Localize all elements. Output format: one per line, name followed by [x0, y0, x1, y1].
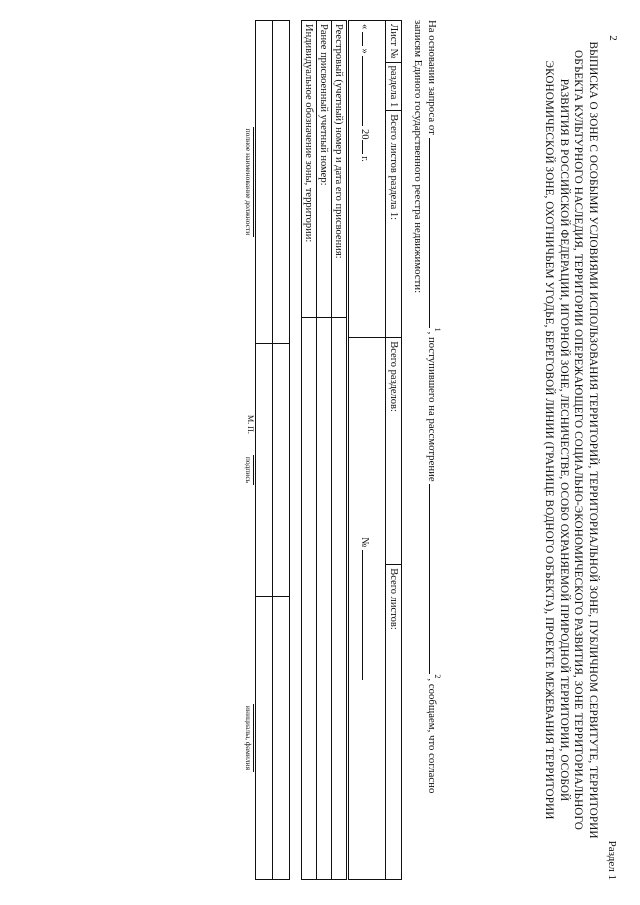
- signature-table: [239, 20, 290, 880]
- year-blank[interactable]: [363, 140, 375, 154]
- total-sheets-section-label: Всего листов раздела 1:: [386, 111, 402, 338]
- received-date-blank[interactable]: [429, 484, 441, 674]
- intro-line-2: записям Единого государственного реестра недвижимости:: [412, 20, 424, 294]
- footnote-1: 1: [433, 327, 442, 332]
- prior-number-label: Ранее присвоенный учетный номер:: [317, 21, 332, 318]
- footnote-2: 2: [433, 674, 442, 679]
- position-field-2[interactable]: [256, 21, 273, 344]
- date-cell: [349, 21, 386, 338]
- zone-designation-label: Индивидуальное обозначение зоны, территории:: [302, 21, 317, 318]
- month-blank[interactable]: [363, 56, 375, 126]
- rotated-content: [10, 20, 630, 880]
- prior-number-value[interactable]: [317, 318, 332, 880]
- registry-number-value[interactable]: [332, 318, 347, 880]
- sheet-info-table: [348, 20, 402, 880]
- name-field[interactable]: [273, 597, 290, 880]
- signature-caption: подпись: [244, 456, 253, 484]
- document-title: ВЫПИСКА О ЗОНЕ С ОСОБЫМИ УСЛОВИЯМИ ИСПОЛЬЗОВАНИЯ ТЕРРИТОРИЙ, ТЕРРИТОРИАЛЬНОЙ ЗОНЕ, ПУБЛИЧНОМ СЕРВИТУТЕ, ТЕРРИТОРИИ ОБЪЕКТА КУЛЬТУРНОГО НАСЛЕДИЯ, ТЕРРИТОРИИ ОПЕРЕЖАЮЩЕГО СОЦИАЛЬНО-ЭКОНОМИЧЕСКОГО РАЗВИТИЯ, ЗОНЕ ТЕРРИТОРИАЛЬНОГО РАЗВИТИЯ В РОССИЙСКОЙ ФЕДЕРАЦИИ, ИГОРНОЙ ЗОНЕ, ЛЕСНИЧЕСТВЕ, ОСОБО ОХРАНЯЕМОЙ ПРИРОДНОЙ ТЕРРИТОРИИ, ОСОБОЙ ЭКОНОМИЧЕСКОЙ ЗОНЕ, ОХОТНИЧЬЕМ УГОДЬЕ, БЕРЕГОВОЙ ЛИНИИ (ГРАНИЦЕ ВОДНОГО ОБЪЕКТА), ПРОЕКТЕ МЕЖЕВАНИЯ ТЕРРИТОРИИ: [543, 41, 599, 839]
- number-blank[interactable]: [363, 550, 375, 680]
- registry-table: [301, 20, 347, 880]
- section-sheet-label: раздела 1: [386, 62, 402, 111]
- position-caption: полное наименование должности: [244, 128, 253, 236]
- name-field-2[interactable]: [256, 597, 273, 880]
- sheet-no-label: Лист №: [386, 21, 402, 63]
- intro-text-2: , поступившего на рассмотрение: [426, 331, 438, 482]
- intro-line-1: [425, 20, 444, 880]
- zone-designation-value[interactable]: [302, 318, 317, 880]
- total-sheets-label: Всего листов:: [386, 565, 402, 880]
- year-suffix: г.: [359, 156, 371, 162]
- intro-paragraph: [411, 20, 444, 880]
- quote-open: «: [359, 24, 371, 30]
- total-sections-label: Всего разделов:: [386, 338, 402, 565]
- page-number: 2: [606, 35, 619, 41]
- quote-close: »: [359, 48, 371, 54]
- request-date-blank[interactable]: [429, 138, 441, 328]
- name-caption: инициалы, фамилия: [244, 705, 253, 771]
- number-sign: №: [359, 537, 371, 548]
- year-prefix: 20: [359, 129, 371, 140]
- intro-text-1: На основании запроса от: [426, 20, 438, 135]
- position-field[interactable]: [273, 21, 290, 344]
- day-blank[interactable]: [363, 32, 375, 46]
- signature-field-2[interactable]: [256, 344, 273, 597]
- intro-text-3: , сообщаем, что согласно: [426, 678, 438, 794]
- section-label: Раздел 1: [606, 840, 618, 880]
- stamp-place: М. П.: [246, 415, 255, 434]
- registry-number-label: Реестровый (учетный) номер и дата его присвоения:: [332, 21, 347, 318]
- number-cell: [349, 338, 386, 880]
- signature-field[interactable]: [273, 344, 290, 597]
